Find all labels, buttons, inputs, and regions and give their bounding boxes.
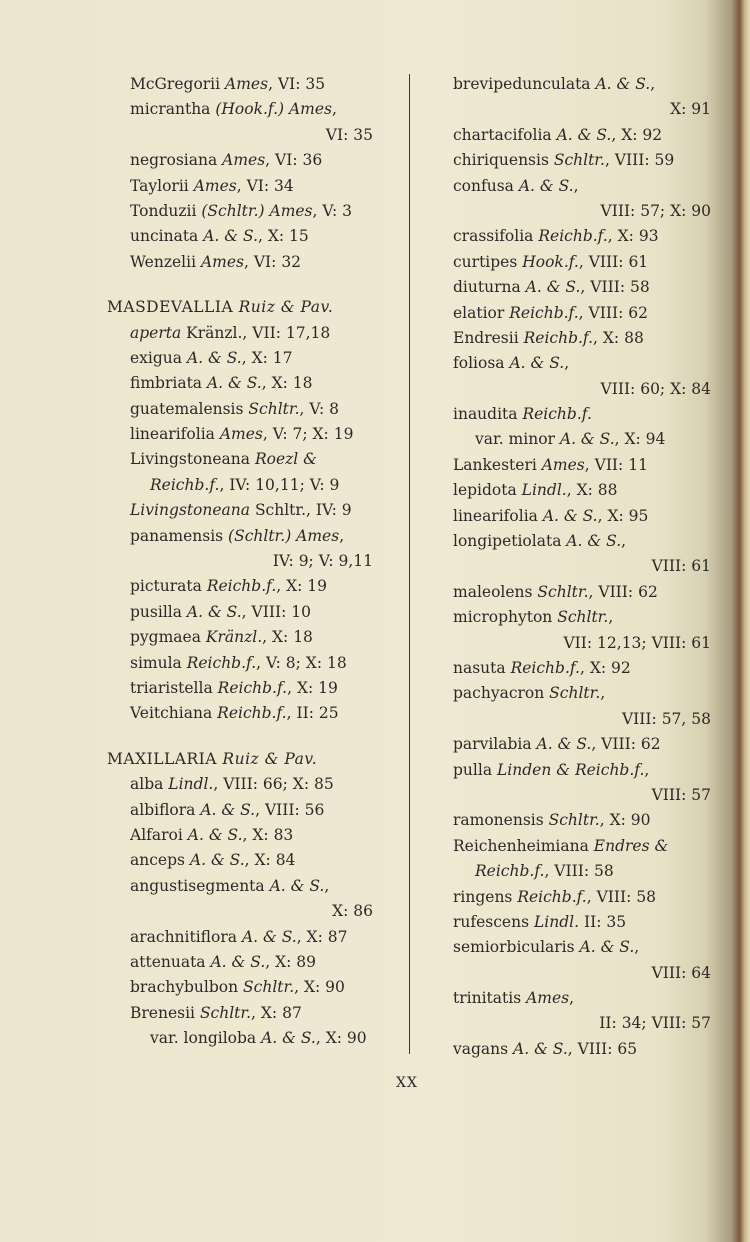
authority-text: Reichb.f. (522, 405, 592, 424)
entry-text: , (324, 876, 330, 895)
entry-text: ringens (453, 887, 518, 906)
entry-text: VIII: 64 (651, 963, 711, 982)
authority-text: Lindl. (521, 481, 567, 500)
entry-text: Brenesii (130, 1003, 200, 1022)
authority-text: Reichb.f. (475, 862, 545, 881)
authority-text: Ames (219, 425, 263, 444)
index-entry (453, 808, 711, 833)
index-entry (453, 732, 711, 757)
entry-text: Schltr., IV: 9 (250, 501, 352, 520)
index-entry (107, 574, 373, 599)
authority-text: Linden & Reichb.f. (497, 760, 645, 779)
page-number: XX (396, 1075, 418, 1091)
index-entry (107, 651, 373, 676)
entry-text: , (644, 760, 650, 779)
authority-text: Schltr. (557, 608, 609, 627)
entry-text: , X: 17 (241, 348, 293, 367)
entry-text: , X: 88 (566, 481, 618, 500)
authority-text: A. & S. (518, 176, 574, 195)
entry-text: VIII: 61 (651, 557, 711, 576)
index-entry (453, 859, 711, 884)
entry-text: vagans (453, 1039, 514, 1058)
authority-text: Ames (200, 252, 244, 271)
entry-text: VI: 35 (325, 125, 373, 144)
authority-text: A. & S. (536, 735, 592, 754)
entry-continuation (107, 123, 373, 148)
entry-text: , X: 19 (276, 577, 328, 596)
authority-text: A. & S. (210, 952, 266, 971)
entry-text: VIII: 60; X: 84 (600, 379, 711, 398)
entry-text: , X: 92 (580, 658, 631, 677)
index-entry (107, 975, 373, 1000)
entry-text: attenuata (130, 952, 211, 971)
entry-text: , VIII: 59 (604, 151, 675, 170)
entry-text: parvilabia (453, 735, 537, 754)
entry-text: , (634, 938, 640, 957)
index-entry (453, 529, 711, 554)
authority-text: Reichb.f. (206, 577, 277, 596)
index-entry (453, 148, 711, 173)
entry-continuation (453, 377, 711, 402)
index-entry (453, 250, 711, 275)
authority-text: Hook.f. (522, 252, 579, 271)
index-entry (453, 834, 711, 859)
index-entry (107, 250, 373, 275)
entry-text: trinitatis (453, 989, 527, 1008)
entry-text: pusilla (130, 602, 187, 621)
entry-continuation (453, 783, 711, 808)
authority-text: Reichb.f. (217, 678, 288, 697)
entry-text: panamensis (130, 526, 229, 545)
index-entry (107, 447, 373, 472)
index-entry (453, 402, 711, 427)
index-entry (107, 473, 373, 498)
authority-text: Reichb.f. (217, 704, 287, 723)
index-entry (107, 1001, 373, 1026)
entry-text: Veitchiana (130, 704, 218, 723)
index-entry (453, 656, 711, 681)
entry-text: albiflora (130, 800, 201, 819)
entry-text: fimbriata (130, 374, 207, 393)
authority-text: Ruiz & Pav. (238, 298, 334, 317)
genus-heading (107, 295, 373, 320)
entry-text: elatior (453, 303, 510, 322)
entry-text: pygmaea (130, 628, 206, 647)
entry-text: rufescens (453, 912, 534, 931)
entry-text: X: 91 (670, 100, 711, 119)
index-entry (107, 848, 373, 873)
entry-text: , (332, 100, 337, 119)
index-entry (453, 681, 711, 706)
entry-text: , (621, 532, 627, 551)
index-entry (453, 275, 711, 300)
entry-text: , X: 90 (315, 1029, 367, 1048)
entry-text: micrantha (130, 100, 216, 119)
entry-text: maleolens (453, 582, 538, 601)
authority-text: A. & S. (566, 532, 622, 551)
entry-text: , VIII: 65 (567, 1039, 638, 1058)
authority-text: Schltr. (248, 399, 300, 418)
authority-text: Lindl. (533, 912, 580, 931)
entry-text: VIII: 57, 58 (621, 709, 711, 728)
index-entry (107, 798, 373, 823)
index-entry (453, 123, 711, 148)
authority-text: A. & S. (206, 374, 262, 393)
index-entry (107, 524, 373, 549)
authority-text: Livingstoneana (130, 501, 251, 520)
entry-text: , II: 25 (286, 704, 339, 723)
entry-text: , V: 7; X: 19 (262, 425, 354, 444)
entry-text: exigua (130, 348, 187, 367)
entry-continuation (453, 1011, 711, 1036)
index-entry (107, 397, 373, 422)
entry-continuation (107, 549, 373, 574)
authority-text: A. & S. (261, 1029, 316, 1048)
entry-text: , IV: 10,11; V: 9 (219, 475, 340, 494)
entry-text: , X: 90 (599, 811, 651, 830)
authority-text: Reichb.f. (186, 653, 257, 672)
entry-text: , VIII: 66; X: 85 (213, 775, 334, 794)
genus-heading (107, 747, 373, 772)
entry-text: , VIII: 58 (586, 887, 657, 906)
index-entry (107, 174, 373, 199)
entry-text: , (564, 354, 570, 373)
entry-continuation (453, 707, 711, 732)
index-entry (107, 950, 373, 975)
entry-text: MAXILLARIA (107, 749, 223, 768)
index-entry (453, 580, 711, 605)
entry-text: Taylorii (130, 176, 194, 195)
authority-text: Schltr. (243, 978, 295, 997)
entry-text: confusa (453, 176, 519, 195)
authority-text: Reichb.f. (509, 303, 579, 322)
entry-text: Lankesteri (453, 455, 542, 474)
entry-text: linearifolia (453, 506, 543, 525)
entry-text: , (573, 176, 579, 195)
index-entry (453, 453, 711, 478)
entry-text: , VII: 11 (584, 455, 648, 474)
authority-text: A. & S. (525, 278, 581, 297)
entry-text: , VIII: 62 (578, 303, 648, 322)
index-entry (107, 422, 373, 447)
index-entry (453, 504, 711, 529)
index-entry (107, 199, 373, 224)
authority-text: Endres & (593, 836, 669, 855)
entry-text: diuturna (453, 278, 526, 297)
authority-text: aperta (130, 323, 182, 342)
entry-text: , (650, 75, 656, 93)
entry-continuation (453, 631, 711, 656)
entry-text: , (339, 526, 345, 545)
authority-text: Schltr. (548, 811, 600, 830)
entry-text: , X: 18 (261, 374, 313, 393)
entry-text: X: 86 (332, 902, 373, 921)
entry-text: var. longiloba (150, 1029, 262, 1048)
entry-text: , VIII: 61 (578, 252, 649, 271)
entry-text: , (600, 684, 606, 703)
entry-text: , X: 84 (244, 851, 296, 870)
index-entry (107, 346, 373, 371)
entry-text: Endresii (453, 328, 524, 347)
entry-text: , X: 19 (287, 678, 338, 697)
index-entry (107, 97, 373, 122)
entry-text: II: 34; VIII: 57 (599, 1014, 711, 1033)
index-entry (107, 224, 373, 249)
entry-text: linearifolia (130, 425, 220, 444)
entry-text: , X: 87 (251, 1003, 302, 1022)
authority-text: Ames (526, 989, 570, 1008)
authority-text: (Hook.f.) Ames (215, 100, 333, 119)
index-entry (107, 925, 373, 950)
entry-text: chiriquensis (453, 151, 554, 170)
authority-text: Roezl & (254, 450, 317, 469)
authority-text: A. & S. (595, 75, 651, 93)
authority-text: A. & S. (187, 825, 243, 844)
entry-text: , V: 8 (299, 399, 340, 418)
index-entry (453, 1037, 711, 1062)
index-column-right (453, 72, 711, 1062)
authority-text: Lindl. (168, 775, 214, 794)
authority-text: Reichb.f. (523, 328, 594, 347)
entry-text: Wenzelii (130, 252, 201, 271)
entry-text: pulla (453, 760, 497, 779)
section-gap (107, 275, 373, 295)
entry-text: longipetiolata (453, 532, 567, 551)
index-entry (453, 301, 711, 326)
index-entry (107, 600, 373, 625)
entry-text: , X: 15 (258, 227, 309, 246)
entry-text: curtipes (453, 252, 523, 271)
index-entry (453, 935, 711, 960)
entry-text: , VIII: 58 (580, 278, 650, 297)
entry-continuation (453, 961, 711, 986)
authority-text: A. & S. (189, 851, 245, 870)
entry-text: VII: 12,13; VIII: 61 (563, 633, 711, 652)
entry-text: , X: 93 (607, 227, 659, 246)
entry-text: Tonduzii (130, 201, 202, 220)
entry-text: simula (130, 653, 187, 672)
authority-text: Kränzl. (205, 628, 263, 647)
authority-text: Ruiz & Pav. (222, 749, 318, 768)
index-entry (107, 676, 373, 701)
authority-text: A. & S. (579, 938, 635, 957)
entry-text: IV: 9; V: 9,11 (272, 552, 373, 571)
index-entry (453, 910, 711, 935)
entry-text: , X: 95 (597, 506, 649, 525)
entry-text: , (569, 989, 575, 1008)
entry-text: , X: 92 (611, 125, 663, 144)
entry-text: foliosa (453, 354, 510, 373)
index-entry (107, 498, 373, 523)
index-column-left (107, 72, 373, 1051)
entry-text: , VI: 35 (268, 75, 326, 93)
entry-text: Alfaroi (130, 825, 188, 844)
authority-text: (Schltr.) Ames (201, 201, 313, 220)
index-entry (107, 772, 373, 797)
index-entry (107, 823, 373, 848)
entry-text: , X: 89 (265, 952, 317, 971)
index-entry (453, 986, 711, 1011)
entry-text: , VIII: 62 (591, 735, 661, 754)
authority-text: A. & S. (186, 348, 242, 367)
entry-text: , VI: 32 (244, 252, 302, 271)
index-entry (453, 885, 711, 910)
authority-text: A. & S. (186, 602, 242, 621)
entry-text: , V: 8; X: 18 (256, 653, 347, 672)
entry-text: II: 35 (579, 912, 627, 931)
entry-text: anceps (130, 851, 190, 870)
index-entry (453, 224, 711, 249)
entry-text: alba (130, 775, 169, 794)
entry-text: semiorbicularis (453, 938, 580, 957)
entry-text: angustisegmenta (130, 876, 270, 895)
entry-text: , X: 90 (294, 978, 345, 997)
index-entry (453, 174, 711, 199)
authority-text: A. & S. (203, 227, 258, 246)
entry-text: MASDEVALLIA (107, 298, 239, 317)
index-entry (107, 1026, 373, 1051)
index-entry (107, 148, 373, 173)
authority-text: Schltr. (199, 1003, 252, 1022)
entry-text: arachnitiflora (130, 927, 242, 946)
entry-text: McGregorii (130, 75, 226, 93)
entry-text: , (608, 608, 614, 627)
authority-text: Schltr. (537, 582, 589, 601)
entry-text: , X: 87 (296, 927, 348, 946)
entry-text: VIII: 57; X: 90 (600, 201, 711, 220)
index-entry (107, 874, 373, 899)
entry-text: Livingstoneana (130, 450, 255, 469)
authority-text: A. & S. (559, 430, 615, 449)
entry-text: , VIII: 10 (241, 602, 311, 621)
index-entry (453, 478, 711, 503)
authority-text: (Schltr.) Ames (228, 526, 340, 545)
entry-continuation (453, 554, 711, 579)
authority-text: A. & S. (200, 800, 256, 819)
entry-text: ramonensis (453, 811, 549, 830)
entry-text: chartacifolia (453, 125, 557, 144)
authority-text: Reichb.f. (510, 658, 580, 677)
entry-text: , VI: 34 (236, 176, 294, 195)
entry-continuation (453, 97, 711, 122)
authority-text: A. & S. (513, 1039, 568, 1058)
index-entry (107, 72, 373, 97)
section-gap (107, 727, 373, 747)
column-divider (409, 74, 410, 1054)
index-entry (453, 605, 711, 630)
index-entry (453, 326, 711, 351)
entry-text: negrosiana (130, 151, 223, 170)
authority-text: Reichb.f. (538, 227, 608, 246)
index-entry (453, 427, 711, 452)
entry-text: , VI: 36 (265, 151, 323, 170)
entry-text: picturata (130, 577, 207, 596)
entry-text: , V: 3 (312, 201, 353, 220)
index-entry (453, 758, 711, 783)
entry-text: microphyton (453, 608, 558, 627)
authority-text: Ames (222, 151, 266, 170)
authority-text: Reichb.f. (150, 475, 220, 494)
entry-text: Reichenheimiana (453, 836, 594, 855)
authority-text: A. & S. (509, 354, 565, 373)
authority-text: A. & S. (241, 927, 297, 946)
entry-text: , X: 83 (242, 825, 294, 844)
index-entry (453, 72, 711, 97)
index-entry (107, 625, 373, 650)
entry-text: , VIII: 58 (544, 862, 614, 881)
entry-continuation (453, 199, 711, 224)
entry-continuation (107, 899, 373, 924)
authority-text: Ames (225, 75, 269, 93)
entry-text: uncinata (130, 227, 204, 246)
entry-text: nasuta (453, 658, 511, 677)
authority-text: Ames (193, 176, 237, 195)
entry-text: var. minor (475, 430, 560, 449)
entry-text: pachyacron (453, 684, 550, 703)
entry-text: , X: 18 (262, 628, 313, 647)
authority-text: Ames (541, 455, 585, 474)
entry-text: lepidota (453, 481, 522, 500)
authority-text: A. & S. (542, 506, 598, 525)
entry-text: Kränzl., VII: 17,18 (181, 323, 331, 342)
entry-text: brachybulbon (130, 978, 244, 997)
authority-text: Schltr. (553, 151, 605, 170)
index-entry (107, 321, 373, 346)
index-entry (453, 351, 711, 376)
authority-text: A. & S. (269, 876, 325, 895)
entry-text: , X: 94 (614, 430, 666, 449)
entry-text: VIII: 57 (651, 785, 711, 804)
entry-text: brevipedunculata (453, 75, 596, 93)
entry-text: , X: 88 (593, 328, 644, 347)
index-entry (107, 701, 373, 726)
entry-text: guatemalensis (130, 399, 249, 418)
authority-text: Schltr. (549, 684, 601, 703)
entry-text: , VIII: 56 (255, 800, 325, 819)
entry-text: inaudita (453, 405, 523, 424)
entry-text: crassifolia (453, 227, 539, 246)
authority-text: Reichb.f. (517, 887, 587, 906)
entry-text: triaristella (130, 678, 218, 697)
entry-text: , VIII: 62 (588, 582, 658, 601)
authority-text: A. & S. (556, 125, 612, 144)
index-entry (107, 371, 373, 396)
